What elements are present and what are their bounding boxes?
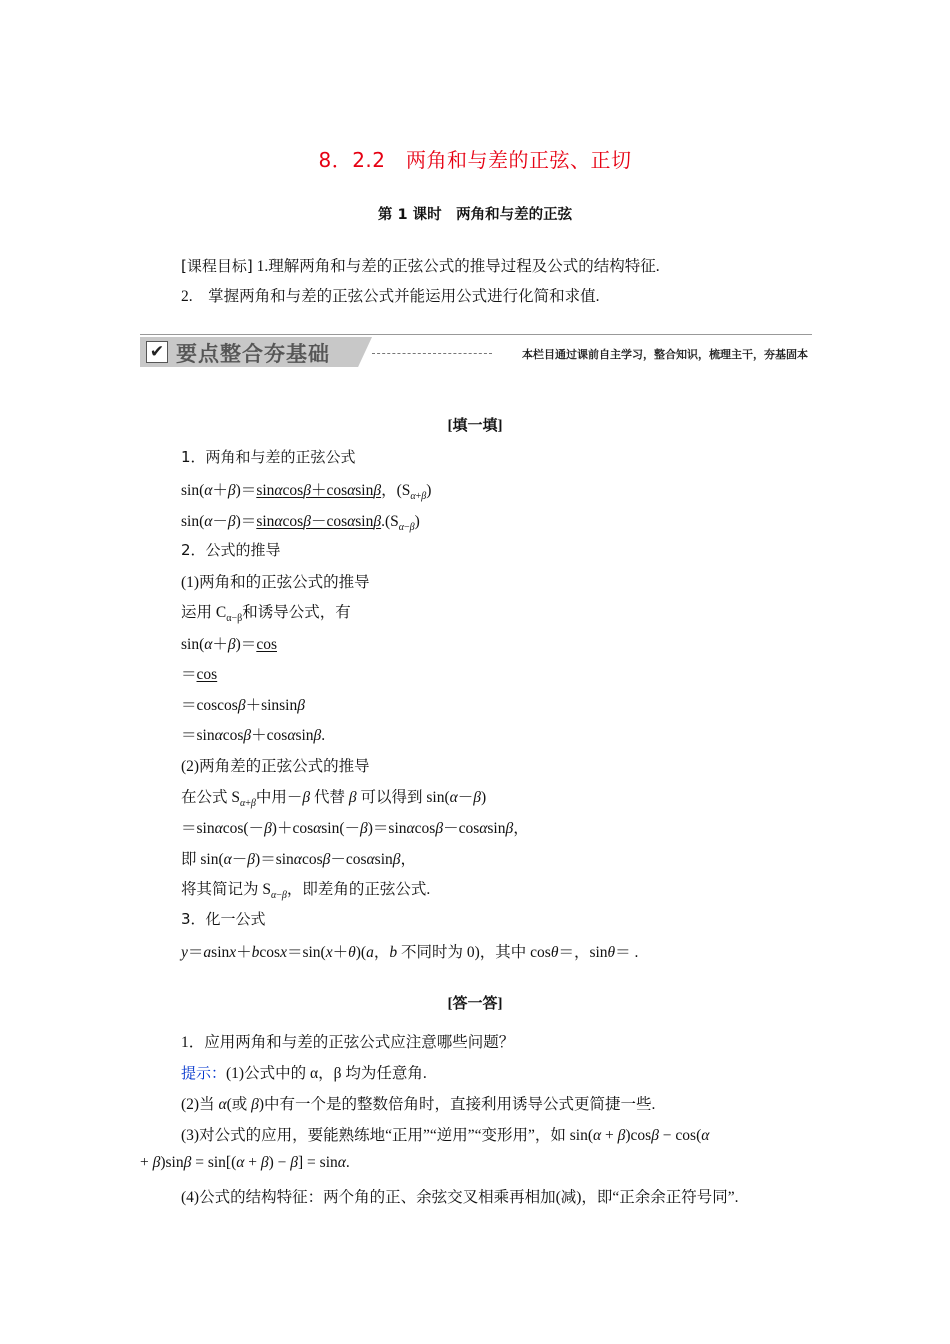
course-goals-line-2: 2. 掌握两角和与差的正弦公式并能运用公式进行化简和求值. [181, 288, 600, 305]
answer-line-4: (4)公式的结构特征：两个角的正、余弦交叉相乘再相加(减)，即“正余余正符号同”. [181, 1189, 739, 1206]
heading-sine-formulas: 1．两角和与差的正弦公式 [181, 448, 356, 466]
derivation-sum-title: (1)两角和的正弦公式的推导 [181, 574, 370, 591]
difference-step-3: 即 sin(α－β)＝sinαcosβ－cosαsinβ， [181, 851, 416, 868]
derivation-step-4: ＝sinαcosβ＋cosαsinβ. [181, 727, 326, 744]
answer-line-1 [181, 1061, 427, 1083]
answer-line-2: (2)当 α(或 β)中有一个是的整数倍角时，直接利用诱导公式更简捷一些. [181, 1096, 656, 1113]
lesson-subtitle: 第 1 课时 两角和与差的正弦 [377, 207, 573, 223]
derivation-step-2: ＝cos [181, 666, 218, 683]
formula-sum: sin(α＋β)＝sinαcosβ＋cosαsinβ，$(S_{\alpha+\beta})$ [181, 482, 432, 503]
section-title: 8．2.2 两角和与差的正弦、正切 [318, 148, 632, 172]
heading-auxiliary-angle: 3．化一公式 [181, 910, 266, 928]
derivation-use-line [181, 600, 351, 624]
answer-section-label: [答一答] [447, 996, 503, 1012]
formula-difference: $\sin(\alpha-\beta)=\sin\alpha\cos\beta-\cos\alpha\sin\beta.(S_{\alpha-\beta})$ [181, 513, 420, 534]
banner-note: 本栏目通过课前自主学习，整合知识，梳理主干，夯基固本 [522, 348, 808, 361]
use-subscript: α−β [226, 613, 243, 625]
answer-line-3-cont: + β)sinβ = sin[(α + β) − β] = sinα. [140, 1154, 350, 1171]
heading-derivation: 2．公式的推导 [181, 541, 281, 559]
hint-label: 提示： [181, 1064, 227, 1082]
section-banner [140, 332, 812, 368]
difference-step-4: 将其简记为 $S_{\alpha-\beta}$，即差角的正弦公式. [181, 881, 431, 902]
difference-step-2: ＝sinαcos(－β)＋cosαsin(－β)＝sinαcosβ－cosαsinβ， [181, 820, 529, 837]
course-goals-line-1 [181, 254, 660, 276]
auxiliary-angle-formula: y＝asinx＋bcosx＝sin(x＋θ)(a，b 不同时为 0)，其中 cosθ＝，sinθ＝ . [181, 944, 639, 961]
difference-step-1: 在公式 $S_{\alpha+\beta}$中用－β 代替 β 可以得到 sin(α－β) [181, 789, 487, 810]
derivation-step-1: sin(α＋β)＝cos [181, 636, 277, 653]
fill-section-label: [填一填] [447, 418, 503, 434]
derivation-difference-title: (2)两角差的正弦公式的推导 [181, 758, 370, 775]
answer-line-3: (3)对公式的应用，要能熟练地“正用”“逆用”“变形用”，如 sin(α + β)cosβ − cos(α [181, 1127, 710, 1144]
derivation-step-3: ＝coscosβ＋sinsinβ [181, 697, 305, 714]
use-prefix: 运用 C [181, 604, 227, 621]
question-1: 1．应用两角和与差的正弦公式应注意哪些问题？ [181, 1034, 515, 1051]
course-goals-label: [课程目标] [181, 257, 253, 275]
banner-rule [140, 334, 812, 335]
answer-1-text: (1)公式中的 α，β 均为任意角. [226, 1065, 427, 1082]
banner-title: 要点整合夯基础 [176, 342, 330, 366]
banner-dashed-line [372, 353, 492, 354]
course-goals-text-1: 1.理解两角和与差的正弦公式的推导过程及公式的结构特征. [252, 258, 660, 275]
use-suffix: 和诱导公式，有 [242, 604, 351, 621]
checkmark-icon: ✔ [146, 341, 168, 363]
